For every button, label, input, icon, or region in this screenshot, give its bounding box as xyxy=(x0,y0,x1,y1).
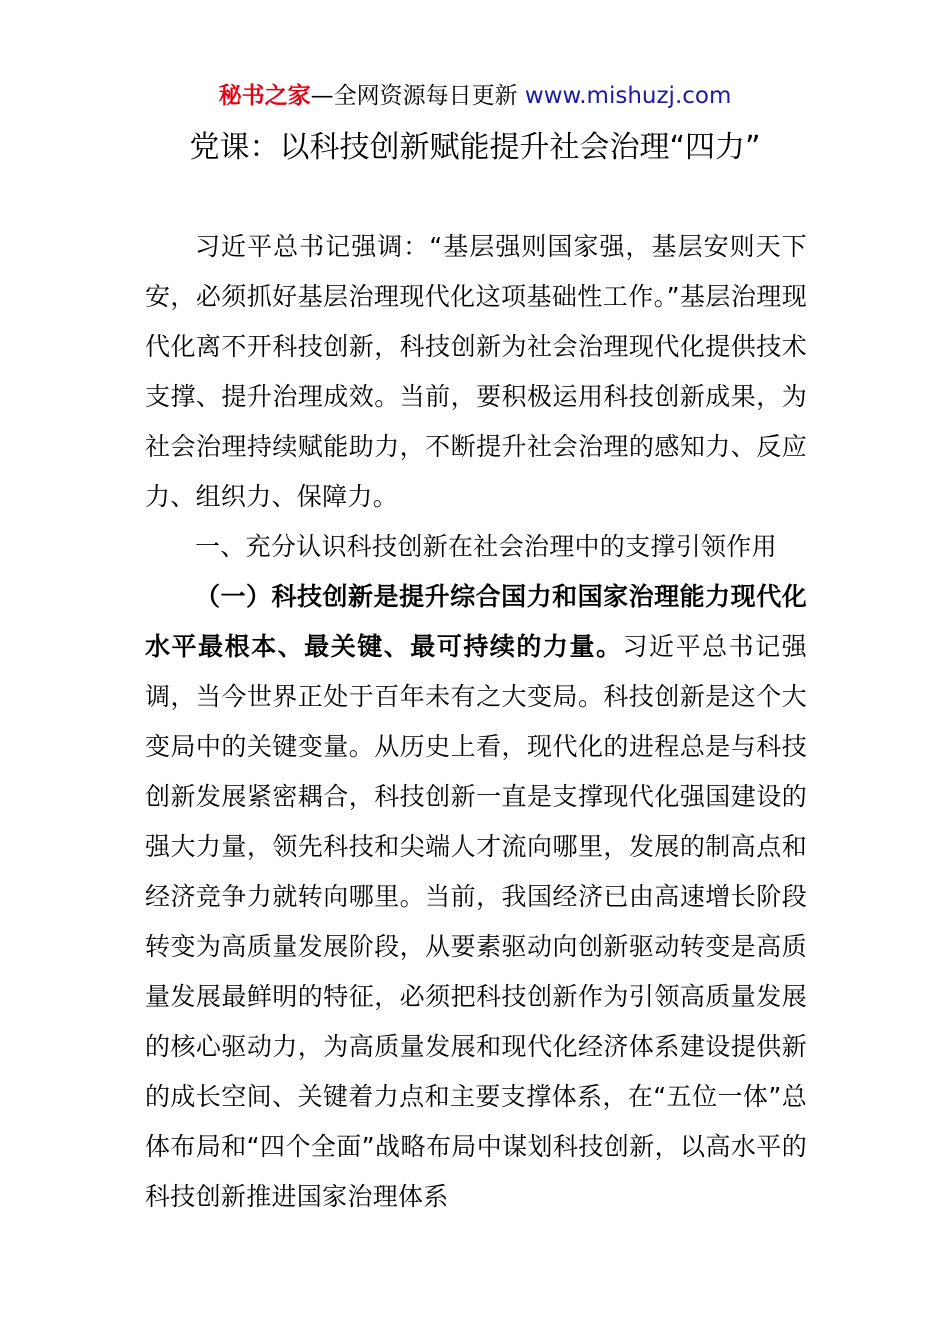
site-brand: 秘书之家 xyxy=(218,83,311,109)
site-tagline: —全网资源每日更新 xyxy=(310,83,525,109)
document-title: 党课：以科技创新赋能提升社会治理“四力” xyxy=(189,130,761,165)
paragraph-1-1-text: 习近平总书记强调，当今世界正处于百年未有之大变局。科技创新是这个大变局中的关键变量。从历史上看，现代化的进程总是与科技创新发展紧密耦合，科技创新一直是支撑现代化强国建设的强大力量，领先科技和尖端人才流向哪里，发展的制高点和经济竞争力就转向哪里。当前，我国经济已由高速增长阶段转变为高质量发展阶段，从要素驱动向创新驱动转变是高质量发展最鲜明的特征，必须把科技创新作为引领高质量发展的核心驱动力，为高质量发展和现代化经济体系建设提供新的成长空间、关键着力点和主要支撑体系，在“五位一体”总体布局和“四个全面”战略布局中谋划科技创新，以高水平的科技创新推进国家治理体系 xyxy=(145,632,807,1211)
paragraph-1-1-lead: （一）科技创新是提升综合国力和国家治理能力现代化水平最根本、最关键、最可持续的力量。 xyxy=(145,582,807,661)
section-heading-1: 一、充分认识科技创新在社会治理中的支撑引领作用 xyxy=(195,532,777,561)
document-body xyxy=(145,222,807,1222)
paragraph-intro: 习近平总书记强调：“基层强则国家强，基层安则天下安，必须抓好基层治理现代化这项基础性工作。”基层治理现代化离不开科技创新，科技创新为社会治理现代化提供技术支撑、提升治理成效。当前，要积极运用科技创新成果，为社会治理持续赋能助力，不断提升社会治理的感知力、反应力、组织力、保障力。 xyxy=(145,232,807,511)
paragraph-1-1 xyxy=(145,572,807,1222)
site-url-link[interactable]: www.mishuzj.com xyxy=(524,83,732,109)
site-header xyxy=(0,80,950,112)
